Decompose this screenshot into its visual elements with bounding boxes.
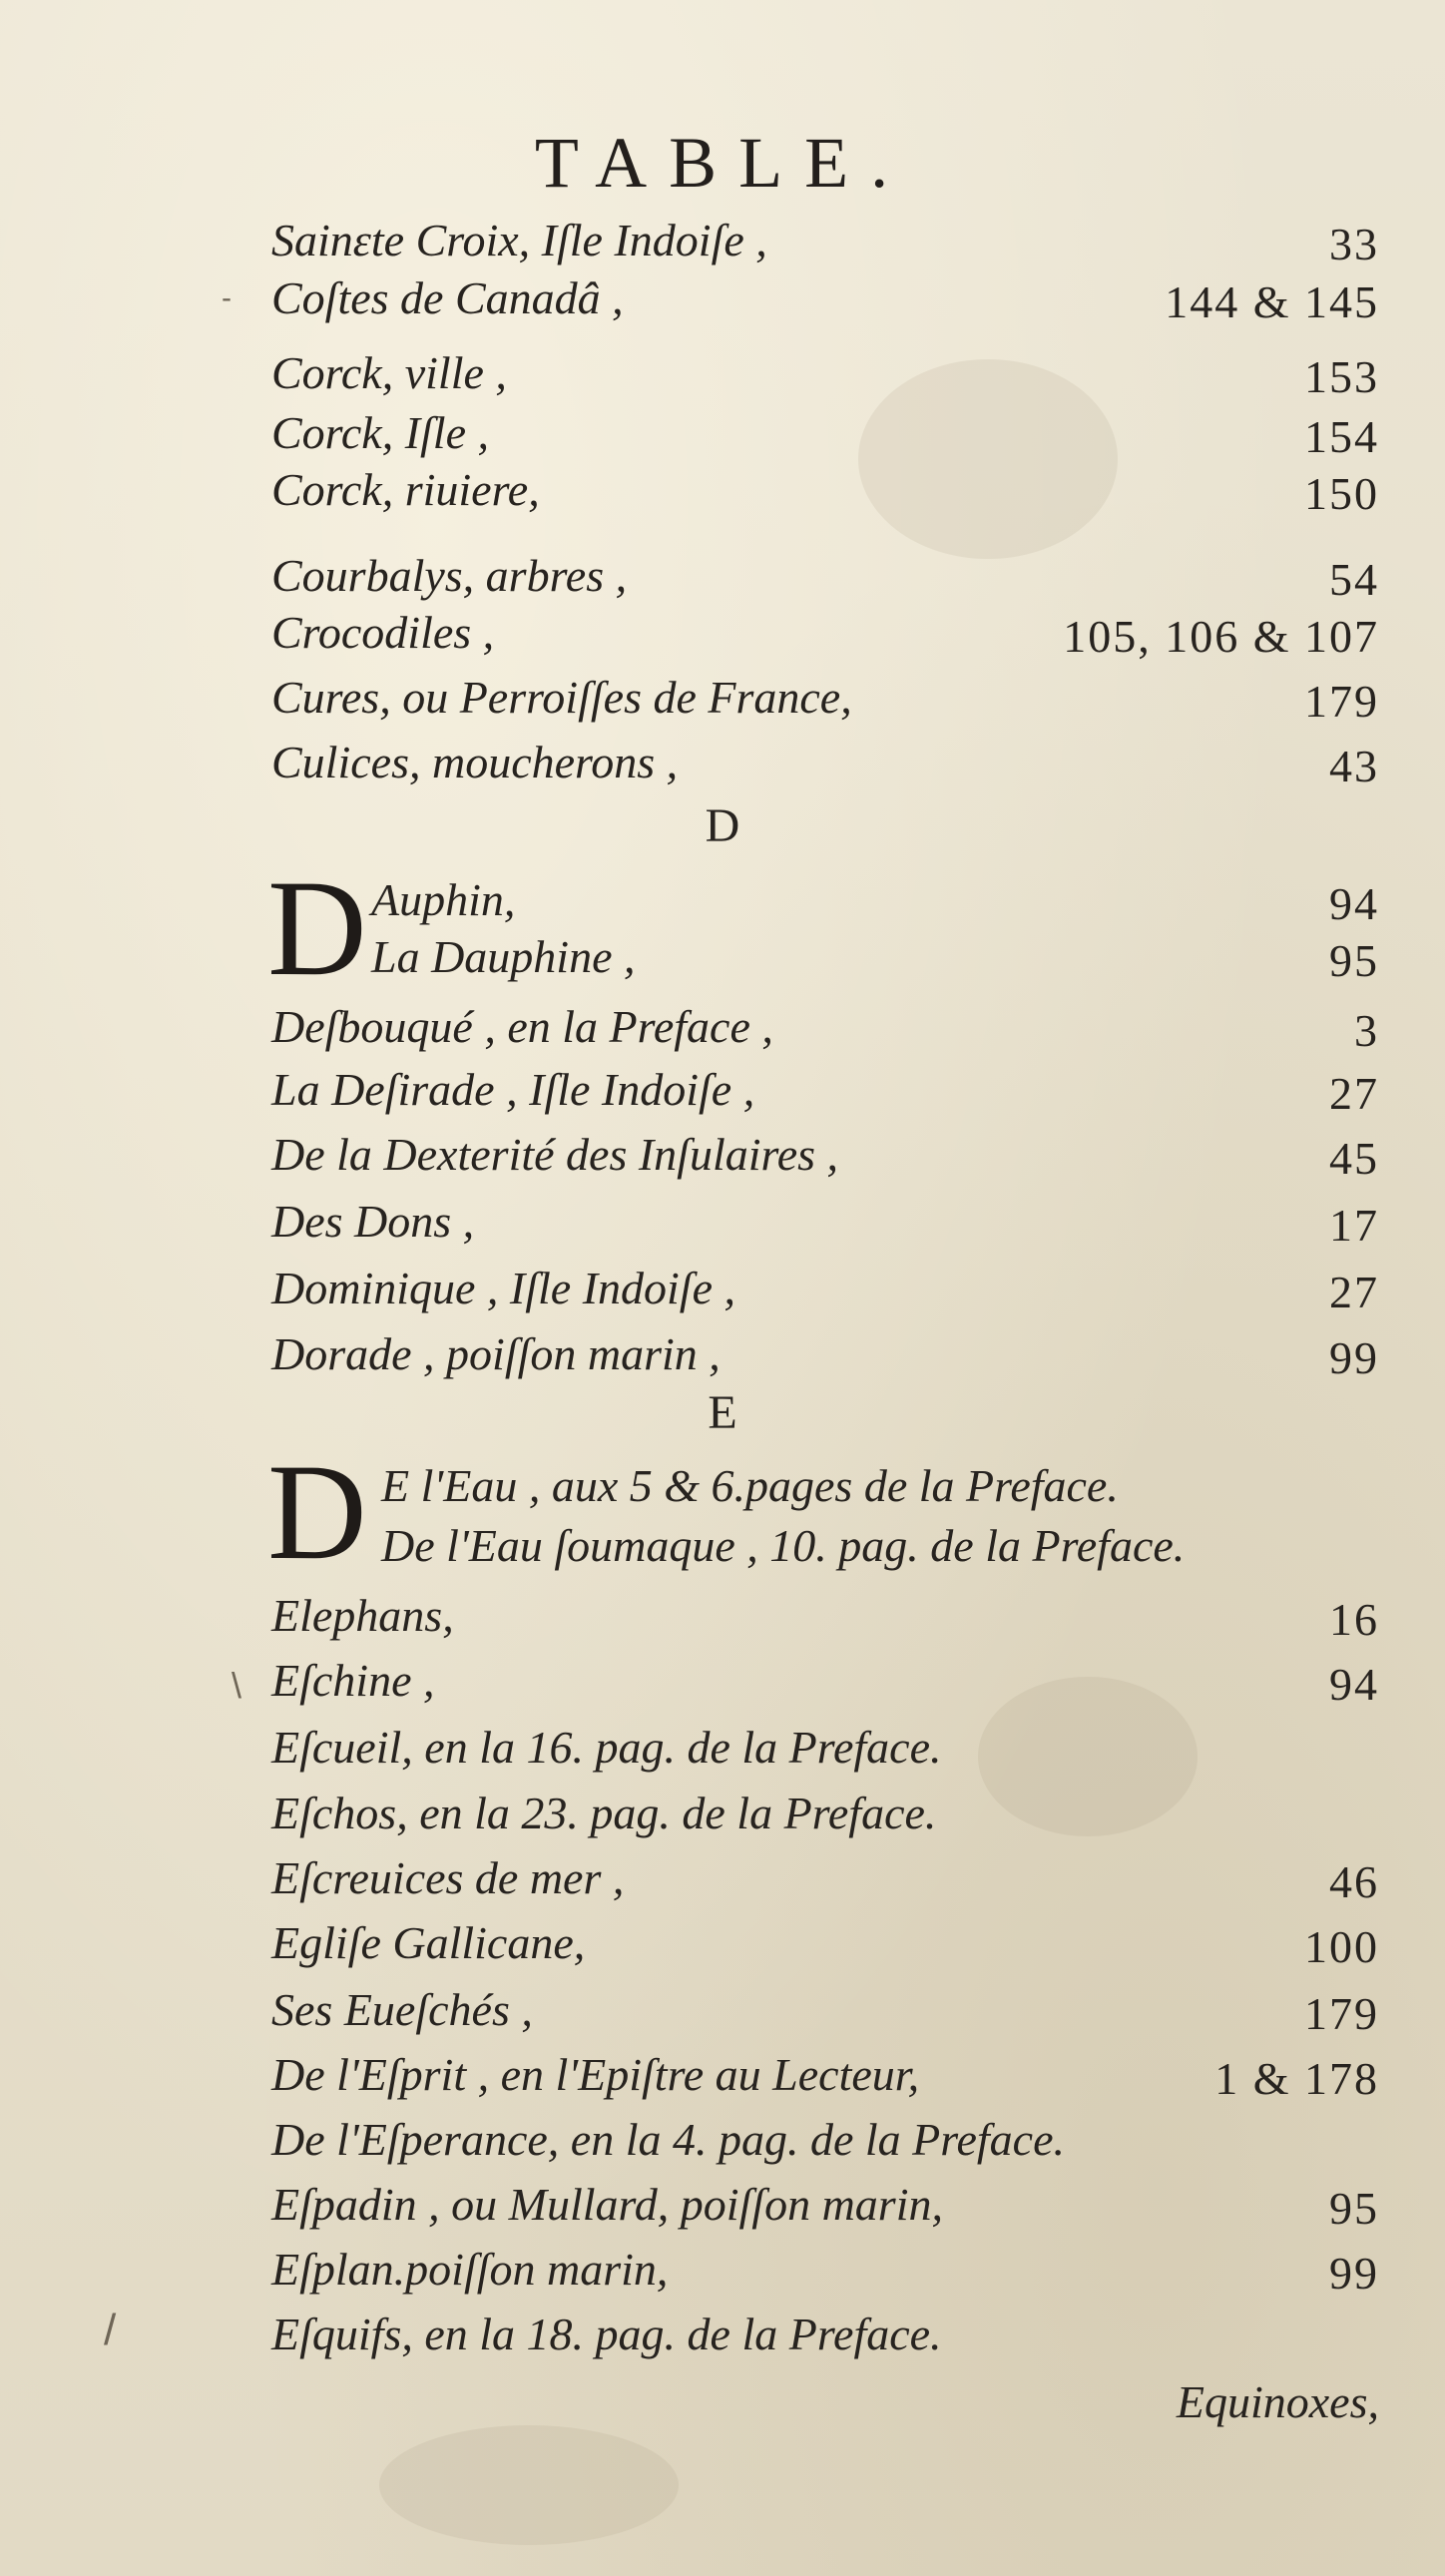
- index-entry: [271, 1126, 1379, 1184]
- entry-label: Coſtes de Canadâ ,: [271, 272, 624, 323]
- entry-label: Cures, ou Perroiſſes de France,: [271, 672, 852, 723]
- entry-pages: 144 & 145: [1165, 276, 1379, 327]
- index-entry: [271, 1981, 1379, 2039]
- index-entry: [271, 547, 1379, 605]
- entry-pages: 99: [1329, 2248, 1379, 2299]
- drop-capital: D: [267, 1435, 367, 1588]
- entry-label: Corck, Iſle ,: [271, 407, 490, 458]
- index-entry: [271, 998, 1379, 1056]
- entry-pages: 99: [1329, 1332, 1379, 1383]
- index-entry: [271, 2046, 1379, 2104]
- index-entry: [271, 604, 1379, 662]
- entry-pages: 179: [1304, 676, 1379, 727]
- index-entry: [271, 2111, 1379, 2169]
- page-title: TABLE.: [534, 123, 911, 203]
- index-entry: [271, 928, 1379, 986]
- entry-pages: 45: [1329, 1133, 1379, 1184]
- index-entry: [271, 1849, 1379, 1907]
- index-entry: [271, 212, 1379, 269]
- entry-pages: 16: [1329, 1594, 1379, 1645]
- entry-pages: 100: [1304, 1921, 1379, 1972]
- entry-label: Crocodiles ,: [271, 607, 495, 658]
- entry-label: Eſquifs, en la 18. pag. de la Preface.: [271, 2309, 942, 2359]
- entry-label: Eſplan.poiſſon marin,: [271, 2244, 669, 2295]
- index-entry: [271, 2306, 1379, 2363]
- index-entry: [271, 1587, 1379, 1645]
- entry-label: Ses Eueſchés ,: [271, 1984, 533, 2035]
- index-entry: [271, 1652, 1379, 1710]
- index-entry: [271, 344, 1379, 402]
- entry-pages: 105, 106 & 107: [1063, 611, 1379, 662]
- section-heading-e: E: [708, 1386, 737, 1439]
- entry-pages: 153: [1304, 351, 1379, 402]
- drop-capital: D: [267, 851, 367, 1004]
- entry-pages: 17: [1329, 1200, 1379, 1251]
- entry-label: Dorade , poiſſon marin ,: [271, 1328, 721, 1379]
- entry-label: Egliſe Gallicane,: [271, 1917, 586, 1968]
- entry-label: Eſchos, en la 23. pag. de la Preface.: [271, 1788, 937, 1838]
- index-entry: [271, 1193, 1379, 1251]
- entry-label: De la Dexterité des Inſulaires ,: [271, 1129, 839, 1180]
- index-entry: [271, 1061, 1379, 1119]
- entry-label: Des Dons ,: [271, 1196, 475, 1247]
- entry-pages: 150: [1304, 468, 1379, 519]
- index-entry: [271, 1719, 1379, 1777]
- entry-label: Eſpadin , ou Mullard, poiſſon marin,: [271, 2179, 943, 2230]
- section-heading-d: D: [705, 799, 740, 852]
- index-entry: [271, 1914, 1379, 1972]
- entry-label: E l'Eau , aux 5 & 6.pages de la Preface.: [381, 1460, 1119, 1511]
- entry-pages: 3: [1354, 1005, 1379, 1056]
- index-entry: [271, 871, 1379, 929]
- entry-label: Eſcueil, en la 16. pag. de la Preface.: [271, 1722, 942, 1773]
- index-entry: [271, 269, 1379, 327]
- catchword: Equinoxes,: [1176, 2376, 1379, 2427]
- index-entry: [271, 1457, 1379, 1515]
- index-entry: [271, 669, 1379, 727]
- index-entry: [271, 1325, 1379, 1383]
- entry-label: La Deſirade , Iſle Indoiſe ,: [271, 1064, 755, 1115]
- index-entry: [271, 1260, 1379, 1317]
- entry-pages: 154: [1304, 411, 1379, 462]
- entry-label: Elephans,: [271, 1590, 454, 1641]
- entry-label: De l'Eſperance, en la 4. pag. de la Preface.: [271, 2114, 1066, 2165]
- margin-mark: \: [232, 1665, 242, 1706]
- entry-pages: 95: [1329, 2183, 1379, 2234]
- entry-pages: 27: [1329, 1068, 1379, 1119]
- entry-label: Dominique , Iſle Indoiſe ,: [271, 1263, 736, 1313]
- entry-label: Corck, ville ,: [271, 347, 507, 398]
- entry-label: Eſchine ,: [271, 1655, 435, 1706]
- paper-stain: [379, 2425, 679, 2545]
- entry-pages: 54: [1329, 554, 1379, 605]
- index-entry: [271, 734, 1379, 791]
- entry-label: Culices, moucherons ,: [271, 737, 679, 787]
- entry-label: Deſbouqué , en la Preface ,: [271, 1001, 773, 1052]
- margin-mark: -: [222, 281, 232, 314]
- entry-pages: 1 & 178: [1214, 2053, 1379, 2104]
- entry-label: La Dauphine ,: [371, 931, 636, 982]
- index-entry: [271, 461, 1379, 519]
- entry-pages: 94: [1329, 878, 1379, 929]
- entry-pages: 95: [1329, 935, 1379, 986]
- entry-label: Corck, riuiere,: [271, 464, 540, 515]
- margin-mark: /: [104, 2306, 117, 2354]
- index-entry: [271, 404, 1379, 462]
- entry-pages: 179: [1304, 1988, 1379, 2039]
- entry-pages: 27: [1329, 1267, 1379, 1317]
- entry-label: De l'Eſprit , en l'Epiſtre au Lecteur,: [271, 2049, 920, 2100]
- entry-pages: 43: [1329, 741, 1379, 791]
- entry-label: Courbalys, arbres ,: [271, 550, 628, 601]
- entry-label: Eſcreuices de mer ,: [271, 1852, 625, 1903]
- entry-label: Sainɛte Croix, Iſle Indoiſe ,: [271, 215, 767, 265]
- entry-label: Auphin,: [371, 874, 516, 925]
- entry-label: De l'Eau ſoumaque , 10. pag. de la Preface.: [381, 1520, 1186, 1571]
- index-entry: [271, 2241, 1379, 2299]
- entry-pages: 94: [1329, 1659, 1379, 1710]
- entry-pages: 33: [1329, 219, 1379, 269]
- index-entry: [271, 1785, 1379, 1842]
- index-entry: [271, 1517, 1379, 1575]
- entry-pages: 46: [1329, 1856, 1379, 1907]
- index-entry: [271, 2176, 1379, 2234]
